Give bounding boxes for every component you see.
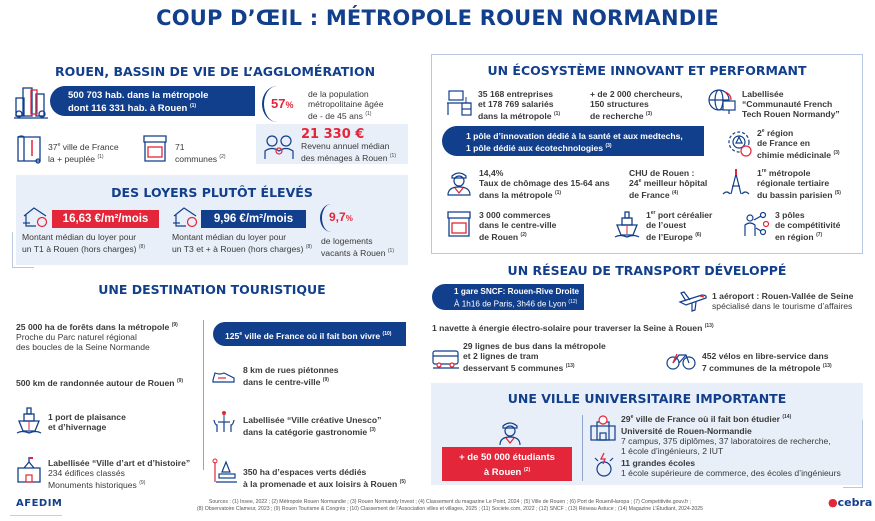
- shopfront-icon: [142, 134, 168, 164]
- young-pop-percentage: 57%: [271, 96, 294, 111]
- population-pill-line1: 500 703 hab. dans la métropole: [68, 90, 209, 101]
- eiffel-tower-icon: [722, 168, 750, 196]
- historic-building-icon: [16, 456, 42, 484]
- t3-rent-value: 9,96 €/m²/mois: [201, 210, 306, 228]
- network-person-icon: [742, 210, 770, 238]
- students-count-box: + de 50 000 étudiants à Rouen $^{(2)}$: [442, 447, 572, 481]
- young-pop-description: de la population métropolitaine âgée de - de 45 ans $^{(1)}$: [308, 89, 384, 122]
- worker-icon: [446, 168, 472, 196]
- shops-info: 3 000 commerces dans le centre-ville de Rouen $^{(2)}$: [479, 210, 557, 243]
- bus-icon: [432, 348, 460, 370]
- rents-heading: DES LOYERS PLUTÔT ÉLEVÉS: [111, 185, 313, 200]
- tourism-heading: UNE DESTINATION TOURISTIQUE: [98, 282, 326, 297]
- sneaker-icon: [212, 370, 236, 384]
- family-icon: [264, 134, 294, 160]
- unemployment-info: 14,4% Taux de chômage des 15-64 ans dans la métropole $^{(1)}$: [479, 168, 610, 201]
- university-heading: UNE VILLE UNIVERSITAIRE IMPORTANTE: [507, 391, 787, 406]
- bike-sharing-info: 452 vélos en libre-service dans 7 communes de la métropole $^{(13)}$: [702, 351, 832, 374]
- city-buildings-icon: [14, 84, 48, 120]
- university-corner-decoration: [843, 420, 863, 488]
- income-value: 21 330 €: [301, 127, 365, 142]
- competitiveness-info: 3 pôles de compétitivité en région $^{(7)}$: [775, 210, 841, 243]
- student-icon: [498, 418, 522, 446]
- forests-info: 25 000 ha de forêts dans la métropole $^{(9)}$ Proche du Parc naturel régional des boucles de la Seine Normande: [16, 321, 178, 353]
- bus-tram-info: 29 lignes de bus dans la métropole et 2 lignes de tram desservant 5 communes $^{(13)}$: [463, 341, 606, 374]
- grandes-ecoles-info: 11 grandes écoles 1 école supérieure de commerce, des écoles d’ingénieurs: [621, 458, 841, 479]
- pedestrian-streets-info: 8 km de rues piétonnes dans le centre-ville $^{(9)}$: [243, 365, 339, 388]
- chu-info: CHU de Rouen : 24e meilleur hôpital de France $^{(4)}$: [629, 168, 708, 201]
- airport-info: 1 aéroport : Rouen-Vallée de Seine spécialisé dans le tourisme d’affaires: [712, 291, 854, 312]
- vacancy-percentage: 9,7%: [329, 210, 353, 224]
- french-tech-info: Labellisée “Communauté French Tech Rouen Normandy”: [742, 89, 840, 120]
- cargo-ship-icon: [614, 210, 640, 238]
- university-building-icon: [590, 414, 616, 442]
- afedim-logo: AFEDIM: [16, 498, 63, 509]
- logo-underline: [10, 515, 62, 516]
- green-spaces-info: 350 ha d’espaces verts dédiés à la promenade et aux loisirs à Rouen $^{(5)}$: [243, 467, 406, 490]
- dining-table-icon: [212, 410, 236, 434]
- population-pill-line2: dont 116 331 hab. à Rouen: [68, 103, 188, 115]
- city-rank: 37e ville de France la + peuplée $^{(1)}$: [48, 142, 119, 165]
- communes-count: 71 communes $^{(2)}$: [175, 142, 226, 165]
- medicinal-chemistry-info: 2e région de France en chimie médicinale $^{(3)}$: [757, 128, 840, 161]
- desk-computer-icon: [446, 89, 472, 117]
- transport-heading: UN RÉSEAU DE TRANSPORT DÉVELOPPÉ: [507, 263, 787, 278]
- house-euro-icon: [172, 206, 200, 228]
- airplane-icon: [678, 290, 708, 312]
- unesco-info: Labellisée “Ville créative Unesco” dans la catégorie gastronomie $^{(3)}$: [243, 415, 382, 438]
- boat-icon: [16, 406, 42, 434]
- gear-molecule-icon: [726, 128, 754, 158]
- t1-rent-description: Montant médian du loyer pour un T1 à Rouen (hors charges) $^{(8)}$: [22, 232, 146, 255]
- fountain-icon: [212, 458, 238, 484]
- university-info: 29e ville de France où il fait bon étudier $^{(14)}$ Université de Rouen-Normandie 7 campus, 375 diplômes, 37 laboratoires de recherche, 1 école d’ingénieurs, 2 IUT: [621, 413, 831, 457]
- art-history-info: Labellisée “Ville d’art et d’histoire” 234 édifices classés Monuments historiques $^{(9)}$: [48, 458, 191, 491]
- companies-info: 35 168 entreprises et 178 769 salariés dans la métropole $^{(1)}$: [478, 89, 561, 122]
- income-description: Revenu annuel médian des ménages à Rouen $^{(1)}$: [301, 141, 396, 164]
- marina-info: 1 port de plaisance et d’hivernage: [48, 412, 126, 433]
- live-rank-pill: 125e ville de France où il fait bon vivre $^{(10)}$: [213, 322, 406, 346]
- globe-computer-icon: [707, 88, 737, 116]
- innovation-pole-pill: 1 pôle d’innovation dédié à la santé et aux medtechs, 1 pôle dédié aux écotechnologies $^{(3)}$: [442, 126, 704, 156]
- grain-port-info: 1er port céréalier de l’ouest de l’Europe $^{(6)}$: [646, 210, 713, 243]
- t1-rent-value: 16,63 €/m²/mois: [52, 210, 159, 228]
- train-station-pill: 1 gare SNCF: Rouen-Rive Droite À 1h16 de Paris, 3h46 de Lyon $^{(12)}$: [432, 284, 584, 310]
- bicycle-icon: [666, 350, 696, 370]
- cebra-logo: ●cebra: [828, 496, 873, 509]
- population-pill: 500 703 hab. dans la métropole dont 116 331 hab. à Rouen $^{(1)}$: [50, 86, 255, 116]
- tourism-divider: [203, 320, 204, 470]
- page-title: COUP D’ŒIL : MÉTROPOLE ROUEN NORMANDIE: [156, 6, 719, 30]
- tertiary-metropole-info: 1re métropole régionale tertiaire du bassin parisien $^{(5)}$: [757, 168, 841, 201]
- ecosystem-heading: UN ÉCOSYSTÈME INNOVANT ET PERFORMANT: [487, 63, 807, 78]
- t3-rent-description: Montant médian du loyer pour un T3 et + à Rouen (hors charges) $^{(8)}$: [172, 232, 312, 255]
- thinking-head-icon: [592, 452, 616, 478]
- map-ruler-icon: [16, 134, 42, 164]
- hiking-info: 500 km de randonnée autour de Rouen $^{(9)}$: [16, 377, 184, 388]
- university-divider: [582, 415, 583, 481]
- shuttle-info: 1 navette à énergie électro-solaire pour traverser la Seine à Rouen $^{(13)}$: [432, 322, 714, 333]
- shopfront-icon: [446, 210, 472, 238]
- researchers-info: + de 2 000 chercheurs, 150 structures de recherche $^{(3)}$: [590, 89, 683, 122]
- sources-footnote: Sources : (1) Insee, 2022 ; (2) Métropole Rouen Normandie ; (3) Rouen Normandy Invest ; (4) Classement du magazine Le Point, 2024 ; (5) Ville de Rouen ; (6) Port de Rouen/Haropa ; (7) Competitivite.gouv.fr ; (8) Observatoire Clameur, 2023 ; (9) Rouen Tourisme & Congrès ; (10) Classement de l’Association villes et villages, 2025 ; (11) Societe.com, 2022 ; (12) SNCF ; (13) Réseau Astuce ; (14) Magazine L’Étudiant, 2024-2025: [196, 499, 704, 512]
- house-euro-icon: [22, 206, 50, 228]
- population-heading: ROUEN, BASSIN DE VIE DE L’AGGLOMÉRATION: [54, 64, 376, 79]
- vacancy-description: de logements vacants à Rouen $^{(1)}$: [321, 236, 395, 259]
